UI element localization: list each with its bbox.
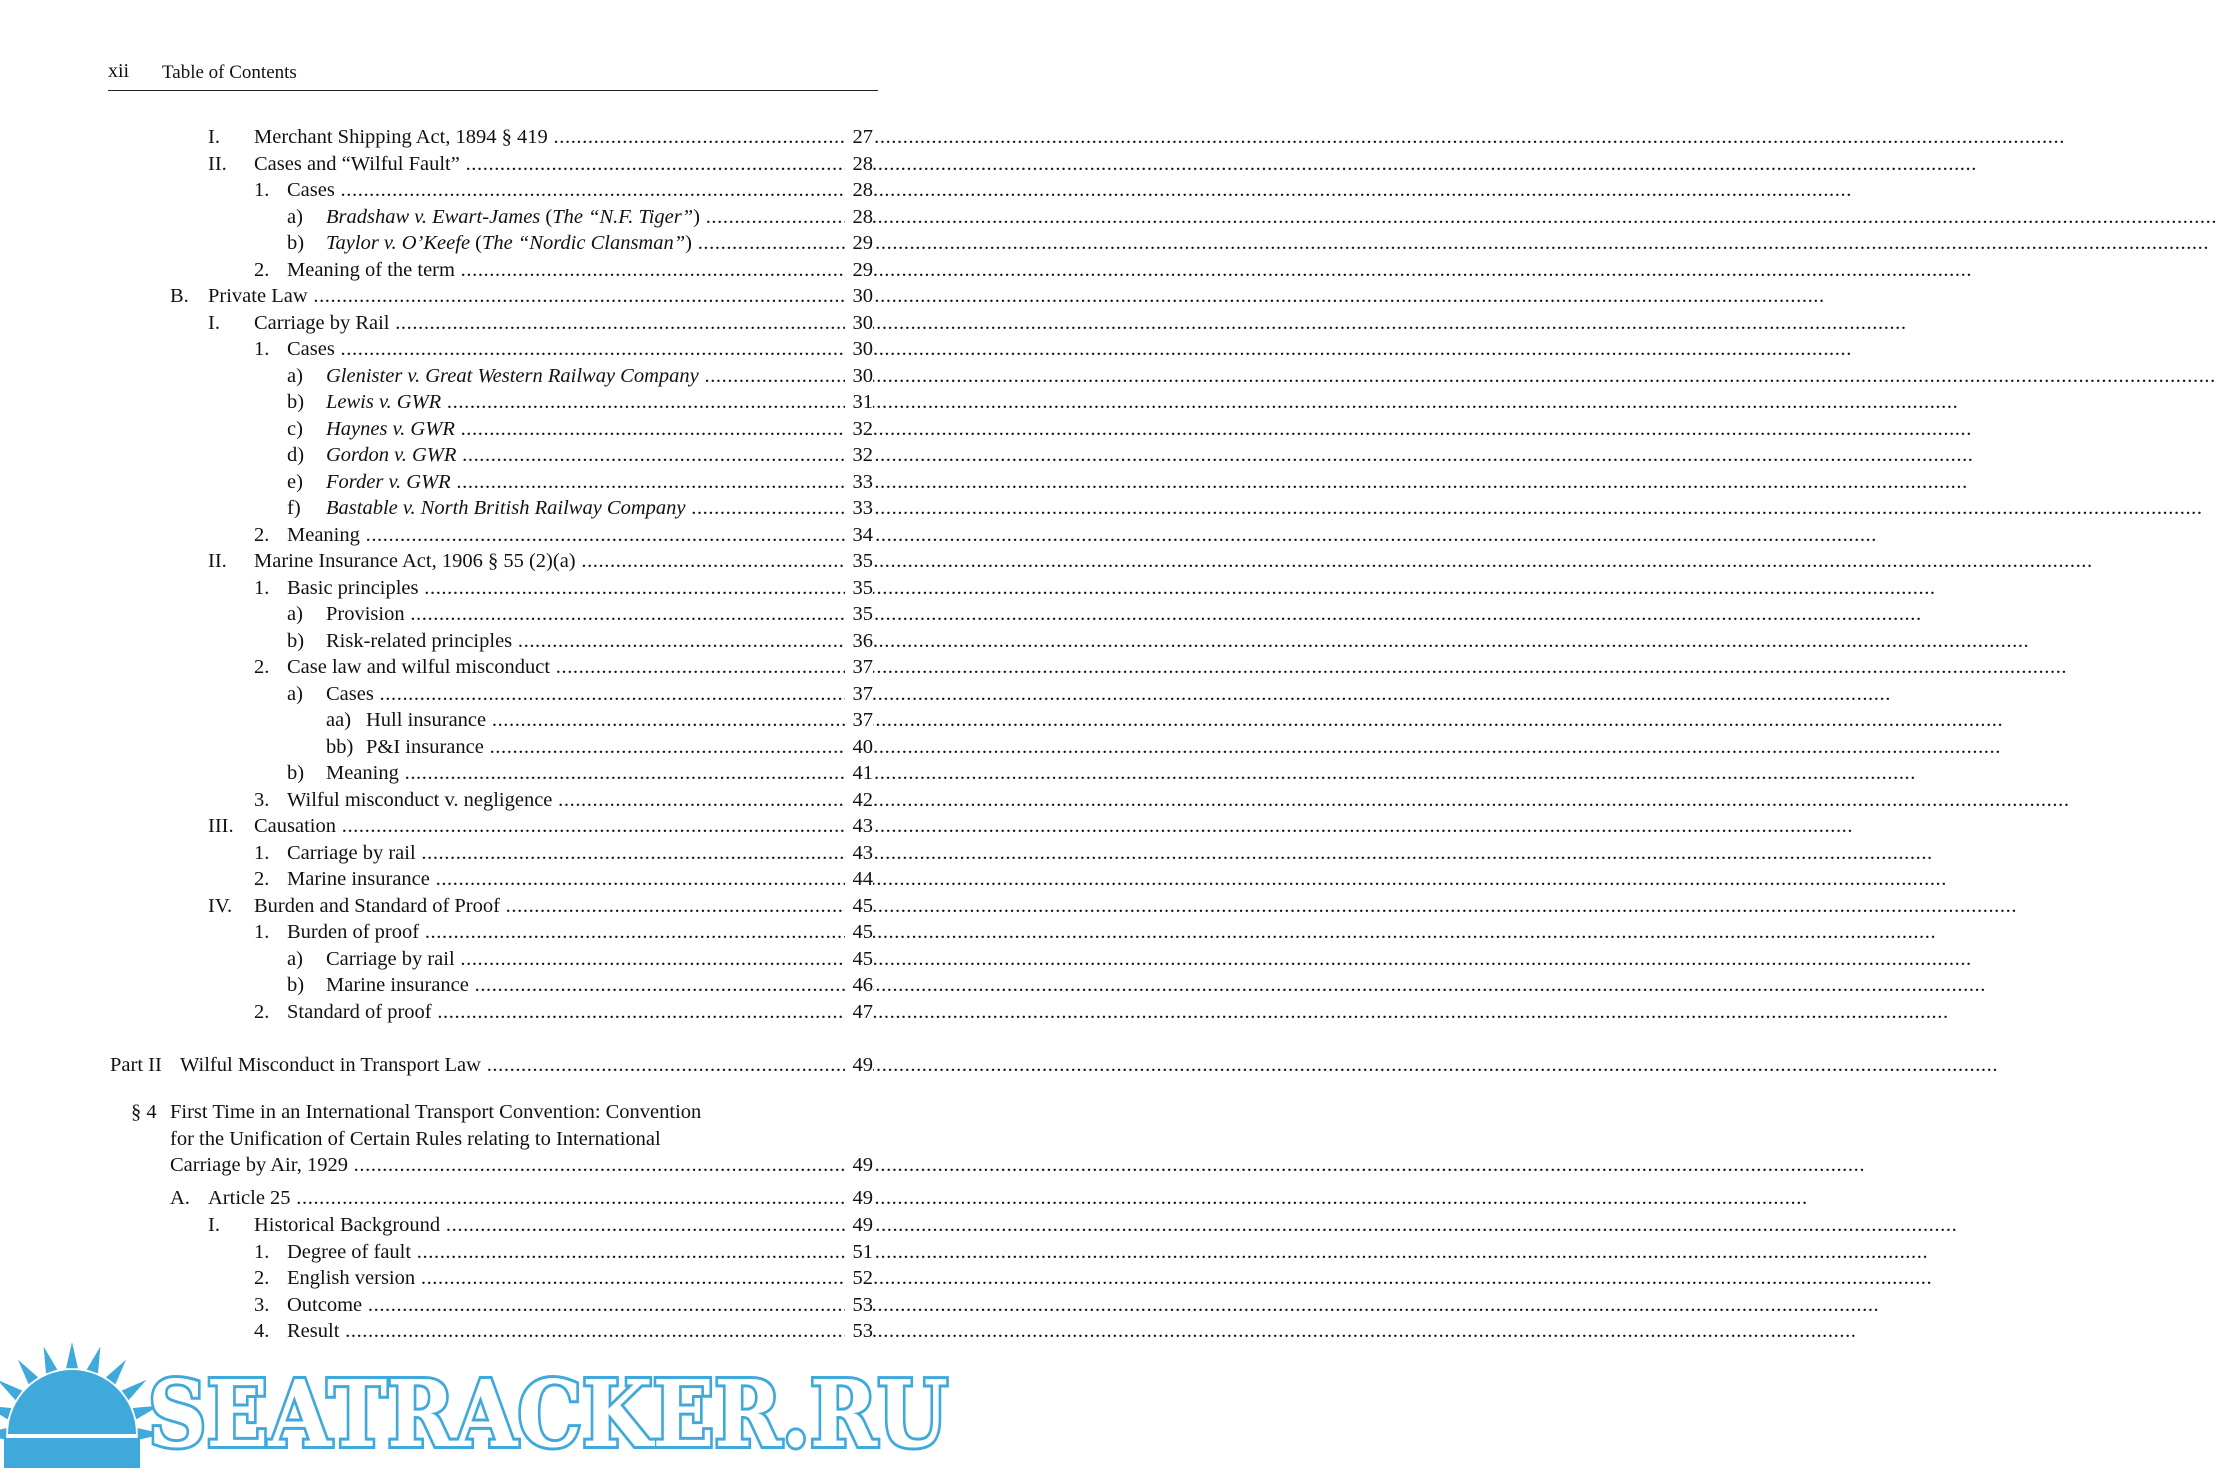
toc-entry-title — [180, 1052, 845, 1078]
toc-entry-title — [366, 734, 845, 760]
toc-entry — [0, 1126, 873, 1152]
toc-entry-text: Carriage by rail — [326, 948, 455, 970]
toc-entry-text: Result — [287, 1320, 340, 1342]
toc-entry-page: 28 — [845, 177, 873, 203]
toc-entry — [0, 760, 873, 786]
toc-entry-text: Glenister v. Great Western Railway Company — [326, 365, 699, 387]
toc-entry — [0, 1185, 873, 1211]
toc-entry — [0, 124, 873, 150]
toc-entry-text: Outcome — [287, 1294, 363, 1316]
toc-entry-number: 1. — [254, 577, 270, 599]
toc-entry-text: Bradshaw v. Ewart-James — [326, 206, 541, 228]
toc-entry-text: Provision — [326, 603, 405, 625]
toc-entry-title — [287, 1292, 845, 1318]
toc-entry-number: I. — [208, 126, 220, 148]
sun-ray-icon — [44, 1347, 58, 1374]
toc-entry-number: III. — [208, 815, 234, 837]
toc-entry-number: b) — [287, 630, 305, 652]
toc-entry-text: Historical Background — [254, 1214, 441, 1236]
toc-entry — [0, 681, 873, 707]
toc-entry-number: A. — [170, 1187, 190, 1209]
toc-entry-title — [287, 999, 845, 1025]
toc-entry-number: 1. — [254, 179, 270, 201]
toc-entry-number: 2. — [254, 524, 270, 546]
toc-entry-title — [326, 972, 845, 998]
toc-entry — [0, 522, 873, 548]
toc-entry — [0, 363, 873, 389]
page-number: xii — [108, 60, 130, 82]
toc-entry-title — [326, 469, 845, 495]
toc-entry — [0, 257, 873, 283]
toc-entry — [0, 495, 873, 521]
toc-entry-number: 2. — [254, 1001, 270, 1023]
toc-entry-text: Basic principles — [287, 577, 419, 599]
toc-entry-number: § 4 — [131, 1101, 157, 1123]
sun-ray-icon — [0, 1380, 22, 1400]
toc-entry-number: II. — [208, 550, 227, 572]
toc-entry-page: 35 — [845, 548, 873, 574]
watermark-text: SEATRACKER.RU — [148, 1360, 948, 1468]
toc-entry-number: IV. — [208, 895, 233, 917]
toc-entry-text: Hull insurance — [366, 709, 487, 731]
toc-entry-page: 33 — [845, 495, 873, 521]
toc-entry-text: Degree of fault — [287, 1241, 412, 1263]
toc-entry-page: 49 — [845, 1212, 873, 1238]
toc-entry-title — [287, 522, 845, 548]
toc-entry-page: 29 — [845, 230, 873, 256]
toc-entry-number: a) — [287, 603, 303, 625]
toc-entry-text: Article 25 — [208, 1187, 291, 1209]
toc-entry — [0, 628, 873, 654]
toc-entry-number: 2. — [254, 259, 270, 281]
toc-entry-title — [254, 813, 845, 839]
toc-entry — [0, 1265, 873, 1291]
toc-entry-number: f) — [287, 497, 301, 519]
toc-entry-text: Haynes v. GWR — [326, 418, 455, 440]
toc-entry — [0, 972, 873, 998]
toc-entry — [0, 336, 873, 362]
toc-entry-number: I. — [208, 312, 220, 334]
toc-entry — [0, 919, 873, 945]
toc-entry-title — [287, 257, 845, 283]
sun-base-icon — [4, 1438, 140, 1468]
toc-entry-page: 49 — [845, 1052, 873, 1078]
toc-entry-number: a) — [287, 206, 303, 228]
toc-entry — [0, 1239, 873, 1265]
toc-entry — [0, 1152, 873, 1178]
toc-entry-number: 1. — [254, 338, 270, 360]
toc-entry-page: 37 — [845, 654, 873, 680]
toc-entry-page: 37 — [845, 681, 873, 707]
toc-entry-text: Marine Insurance Act, 1906 § 55 (2)(a) — [254, 550, 576, 572]
toc-entry-number: c) — [287, 418, 303, 440]
toc-entry-number: 2. — [254, 656, 270, 678]
toc-entry-page: 28 — [845, 151, 873, 177]
toc-entry-text: English version — [287, 1267, 416, 1289]
toc-entry — [0, 813, 873, 839]
toc-entry-number: a) — [287, 365, 303, 387]
toc-entry-title — [326, 628, 845, 654]
toc-entry-number: I. — [208, 1214, 220, 1236]
toc-entry — [0, 469, 873, 495]
sun-ray-icon — [87, 1347, 101, 1374]
toc-entry-page: 49 — [845, 1152, 873, 1178]
toc-entry-page: 37 — [845, 707, 873, 733]
toc-entry-text: ( — [540, 206, 553, 228]
toc-entry-page: 27 — [845, 124, 873, 150]
toc-entry — [0, 734, 873, 760]
toc-entry-page: 35 — [845, 575, 873, 601]
toc-entry-number: b) — [287, 391, 305, 413]
toc-entry — [0, 310, 873, 336]
toc-entry-text: Marine insurance — [287, 868, 430, 890]
toc-entry-text: Case law and wilful misconduct — [287, 656, 551, 678]
toc-entry-title — [287, 336, 845, 362]
toc-entry-title — [287, 177, 845, 203]
toc-entry-text: Bastable v. North British Railway Company — [326, 497, 686, 519]
toc-entry — [0, 654, 873, 680]
toc-entry-page: 34 — [845, 522, 873, 548]
toc-entry-text: Wilful Misconduct in Transport Law — [180, 1054, 481, 1076]
toc-entry-title — [287, 840, 845, 866]
toc-entry-number: II. — [208, 153, 227, 175]
toc-entry-number: 3. — [254, 789, 270, 811]
toc-entry-number: 2. — [254, 1267, 270, 1289]
toc-entry-page: 41 — [845, 760, 873, 786]
toc-entry-title — [287, 575, 845, 601]
toc-entry-text: Forder v. GWR — [326, 471, 451, 493]
toc-entry-page: 45 — [845, 893, 873, 919]
toc-entry-number: bb) — [326, 736, 354, 758]
toc-entry-text: Cases — [287, 338, 335, 360]
toc-entry — [0, 177, 873, 203]
toc-entry-title — [254, 124, 845, 150]
toc-entry — [0, 230, 873, 256]
toc-entry-number: 3. — [254, 1294, 270, 1316]
toc-entry-title — [326, 442, 845, 468]
toc-entry-title — [326, 389, 845, 415]
toc-entry-text: Causation — [254, 815, 336, 837]
sun-ray-icon — [66, 1342, 78, 1368]
toc-entry-page: 53 — [845, 1318, 873, 1344]
toc-entry-text: Carriage by Rail — [254, 312, 390, 334]
toc-entry-text: The “Nordic Clansman” — [482, 232, 686, 254]
toc-entry-title — [170, 1126, 661, 1152]
toc-entry-text: P&I insurance — [366, 736, 484, 758]
toc-entry-title — [170, 1099, 701, 1125]
toc-entry-number: b) — [287, 232, 305, 254]
toc-entry-title — [287, 654, 845, 680]
toc-entry-title — [326, 230, 845, 256]
toc-entry-title — [170, 1152, 845, 1178]
toc-entry-number: aa) — [326, 709, 352, 731]
toc-entry-title — [326, 363, 845, 389]
toc-entry-number: a) — [287, 948, 303, 970]
toc-entry-title — [208, 1185, 845, 1211]
toc-entry-text: ) — [685, 232, 692, 254]
toc-entry — [0, 204, 873, 230]
toc-entry-title — [254, 893, 845, 919]
toc-entry-text: Burden of proof — [287, 921, 420, 943]
toc-entry-text: Cases — [326, 683, 374, 705]
toc-entry-title — [326, 416, 845, 442]
toc-entry-page: 32 — [845, 416, 873, 442]
toc-entry-text: Meaning of the term — [287, 259, 455, 281]
toc-entry — [0, 999, 873, 1025]
toc-entry-text: Carriage by Air, 1929 — [170, 1154, 348, 1176]
toc-entry — [0, 707, 873, 733]
toc-entry-page: 33 — [845, 469, 873, 495]
toc-entry-number: d) — [287, 444, 305, 466]
toc-entry-number: b) — [287, 974, 305, 996]
toc-entry — [0, 893, 873, 919]
toc-entry-title — [326, 601, 845, 627]
toc-entry — [0, 575, 873, 601]
toc-entry — [0, 283, 873, 309]
sun-ray-icon — [18, 1360, 38, 1385]
toc-entry-text: Burden and Standard of Proof — [254, 895, 500, 917]
toc-entry-title — [326, 760, 845, 786]
toc-entry-page: 30 — [845, 310, 873, 336]
toc-entry-number: 1. — [254, 921, 270, 943]
toc-entry-number: a) — [287, 683, 303, 705]
toc-entry-text: Cases and “Wilful Fault” — [254, 153, 460, 175]
toc-entry — [0, 1292, 873, 1318]
toc-entry — [0, 1099, 873, 1125]
toc-entry-number: 1. — [254, 1241, 270, 1263]
toc-entry-page: 45 — [845, 919, 873, 945]
sun-ray-icon — [0, 1406, 11, 1420]
toc-entry-page: 49 — [845, 1185, 873, 1211]
toc-entry-text: Taylor v. O’Keefe — [326, 232, 471, 254]
toc-entry-page: 43 — [845, 813, 873, 839]
toc-entry — [0, 442, 873, 468]
toc-entry-number: Part II — [110, 1054, 162, 1076]
toc-entry — [0, 866, 873, 892]
toc-entry-page: 51 — [845, 1239, 873, 1265]
toc-entry-text: Marine insurance — [326, 974, 469, 996]
sun-icon — [0, 1342, 164, 1468]
toc-entry-title — [287, 787, 845, 813]
toc-entry-page: 47 — [845, 999, 873, 1025]
watermark — [0, 1338, 958, 1474]
toc-entry-title — [326, 204, 845, 230]
toc-entry-text: First Time in an International Transport Convention: Convention — [170, 1101, 702, 1123]
toc-entry-text: Merchant Shipping Act, 1894 § 419 — [254, 126, 548, 148]
sun-ray-icon — [122, 1380, 147, 1400]
toc-entry — [0, 787, 873, 813]
toc-entry — [0, 1212, 873, 1238]
toc-entry — [0, 601, 873, 627]
toc-entry-page: 30 — [845, 283, 873, 309]
toc-entry-number: B. — [170, 285, 189, 307]
toc-entry — [0, 416, 873, 442]
toc-entry-text: Cases — [287, 179, 335, 201]
toc-entry — [0, 840, 873, 866]
toc-entry-number: 4. — [254, 1320, 270, 1342]
toc-entry-text: Carriage by rail — [287, 842, 416, 864]
toc-entry-title — [287, 1239, 845, 1265]
toc-entry-page: 43 — [845, 840, 873, 866]
toc-entry-title — [326, 946, 845, 972]
toc-entry-title — [208, 283, 845, 309]
toc-entry-text: The “N.F. Tiger” — [552, 206, 694, 228]
toc-entry-text: Private Law — [208, 285, 308, 307]
toc-entry-title — [287, 1265, 845, 1291]
toc-entry — [0, 1052, 873, 1078]
toc-entry-title — [366, 707, 845, 733]
toc-entry-text: for the Unification of Certain Rules relating to International — [170, 1128, 661, 1150]
toc-entry-text: Wilful misconduct v. negligence — [287, 789, 553, 811]
toc-entry-page: 30 — [845, 336, 873, 362]
toc-entry-title — [326, 495, 845, 521]
toc-entry-page: 45 — [845, 946, 873, 972]
toc-entry-title — [254, 310, 845, 336]
page-header — [108, 58, 878, 91]
toc-entry-text: Gordon v. GWR — [326, 444, 457, 466]
toc-entry-text: Meaning — [287, 524, 360, 546]
toc-entry-number: 1. — [254, 842, 270, 864]
toc-entry-page: 35 — [845, 601, 873, 627]
toc-entry-title — [326, 681, 845, 707]
toc-entry — [0, 946, 873, 972]
toc-entry-number: b) — [287, 762, 305, 784]
toc-entry-page: 44 — [845, 866, 873, 892]
toc-entry-page: 40 — [845, 734, 873, 760]
toc-entry-number: 2. — [254, 868, 270, 890]
toc-entry-page: 30 — [845, 363, 873, 389]
toc-entry-text: Standard of proof — [287, 1001, 432, 1023]
toc-entry-title — [287, 919, 845, 945]
toc-entry-text: Lewis v. GWR — [326, 391, 442, 413]
toc-entry-title — [254, 1212, 845, 1238]
toc-entry-page: 32 — [845, 442, 873, 468]
toc-entry-page: 52 — [845, 1265, 873, 1291]
toc-entry-title — [287, 866, 845, 892]
toc-entry-title — [254, 548, 845, 574]
toc-entry-page: 29 — [845, 257, 873, 283]
toc-entry-number: e) — [287, 471, 303, 493]
toc-entry-page: 36 — [845, 628, 873, 654]
toc-entry-page: 31 — [845, 389, 873, 415]
toc-entry — [0, 389, 873, 415]
running-title: Table of Contents — [162, 62, 297, 83]
toc-entry-page: 28 — [845, 204, 873, 230]
toc-entry-page: 42 — [845, 787, 873, 813]
sun-ray-icon — [106, 1360, 126, 1385]
toc-entry — [0, 151, 873, 177]
toc-entry-text: Meaning — [326, 762, 399, 784]
toc-entry-title — [254, 151, 845, 177]
toc-entry-page: 53 — [845, 1292, 873, 1318]
toc-entry-text: ( — [470, 232, 482, 254]
toc-entry-text: Risk-related principles — [326, 630, 513, 652]
toc-entry — [0, 548, 873, 574]
toc-entry-text: ) — [693, 206, 700, 228]
toc-entry-page: 46 — [845, 972, 873, 998]
